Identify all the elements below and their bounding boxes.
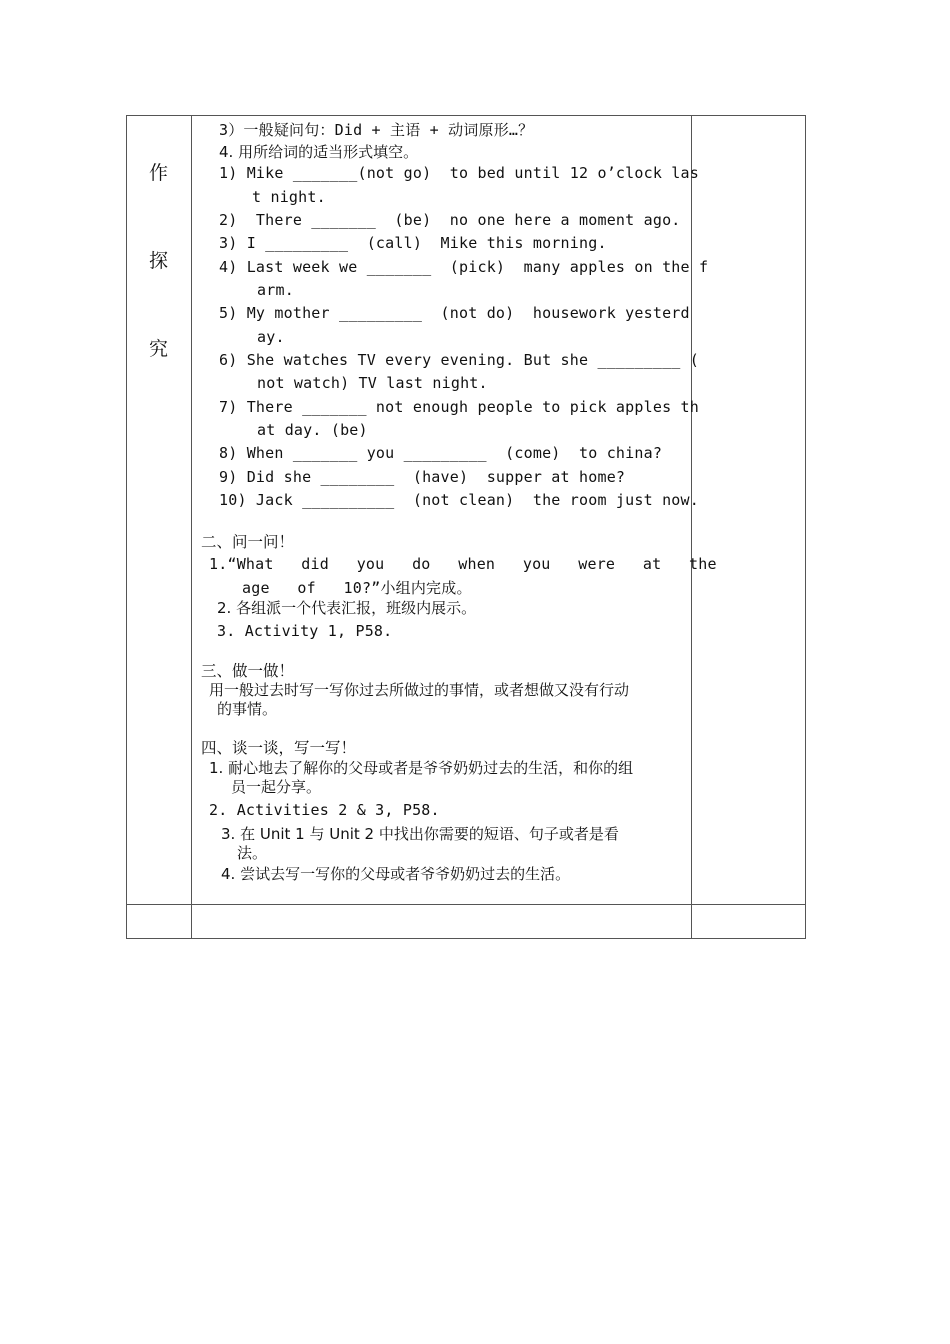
exercise-item: 4) Last week we _______ (pick) many apples on the f bbox=[219, 258, 709, 276]
exercise-item-cont: arm. bbox=[257, 281, 294, 299]
list-item: 2. 各组派一个代表汇报，班级内展示。 bbox=[217, 599, 477, 617]
list-item: 2. Activities 2 & 3, P58. bbox=[209, 801, 440, 819]
paragraph-line: 的事情。 bbox=[217, 700, 278, 718]
exercise-item-cont: at day. (be) bbox=[257, 421, 368, 439]
worksheet-table bbox=[126, 115, 806, 939]
column-divider-right bbox=[691, 116, 692, 938]
row-divider bbox=[127, 904, 805, 905]
exercise-item: 3) I _________ (call) Mike this morning. bbox=[219, 234, 607, 252]
section-heading-do: 三、做一做！ bbox=[201, 662, 295, 680]
exercise-item: 7) There _______ not enough people to pick apples th bbox=[219, 398, 699, 416]
exercise-heading: 4. 用所给词的适当形式填空。 bbox=[219, 143, 419, 161]
exercise-item: 6) She watches TV every evening. But she _________ ( bbox=[219, 351, 699, 369]
list-item: 1. 耐心地去了解你的父母或者是爷爷奶奶过去的生活，和你的组 bbox=[209, 759, 634, 777]
list-item: 3. Activity 1, P58. bbox=[217, 622, 393, 640]
list-item-cont: age of 10?”小组内完成。 bbox=[242, 579, 472, 597]
exercise-item: 1) Mike _______(not go) to bed until 12 o’clock las bbox=[219, 164, 699, 182]
list-item-cont: 员一起分享。 bbox=[231, 778, 322, 796]
section-heading-ask: 二、问一问！ bbox=[201, 533, 295, 551]
exercise-item: 9) Did she ________ (have) supper at home? bbox=[219, 468, 626, 486]
exercise-item-cont: t night. bbox=[252, 188, 326, 206]
paragraph-line: 用一般过去时写一写你过去所做过的事情，或者想做又没有行动 bbox=[209, 681, 630, 699]
list-item: 1.“What did you do when you were at the bbox=[209, 555, 717, 573]
exercise-item: 8) When _______ you _________ (come) to china? bbox=[219, 444, 663, 462]
side-label-char-2: 探 bbox=[149, 250, 169, 272]
side-label-char-3: 究 bbox=[149, 338, 169, 360]
exercise-item: 10) Jack __________ (not clean) the room just now. bbox=[219, 491, 699, 509]
exercise-item-cont: ay. bbox=[257, 328, 285, 346]
list-item-cont: 法。 bbox=[237, 844, 268, 862]
text-line: 3）一般疑问句：Did + 主语 + 动词原形…？ bbox=[219, 121, 534, 139]
exercise-item-cont: not watch) TV last night. bbox=[257, 374, 488, 392]
list-item: 4. 尝试去写一写你的父母或者爷爷奶奶过去的生活。 bbox=[221, 865, 571, 883]
exercise-item: 2) There _______ (be) no one here a moment ago. bbox=[219, 211, 681, 229]
column-divider-left bbox=[191, 116, 192, 938]
section-heading-talk-write: 四、谈一谈，写一写！ bbox=[201, 739, 357, 757]
list-item: 3. 在 Unit 1 与 Unit 2 中找出你需要的短语、句子或者是看 bbox=[221, 825, 619, 843]
exercise-item: 5) My mother _________ (not do) housework yesterd bbox=[219, 304, 690, 322]
side-label-char-1: 作 bbox=[149, 162, 169, 184]
